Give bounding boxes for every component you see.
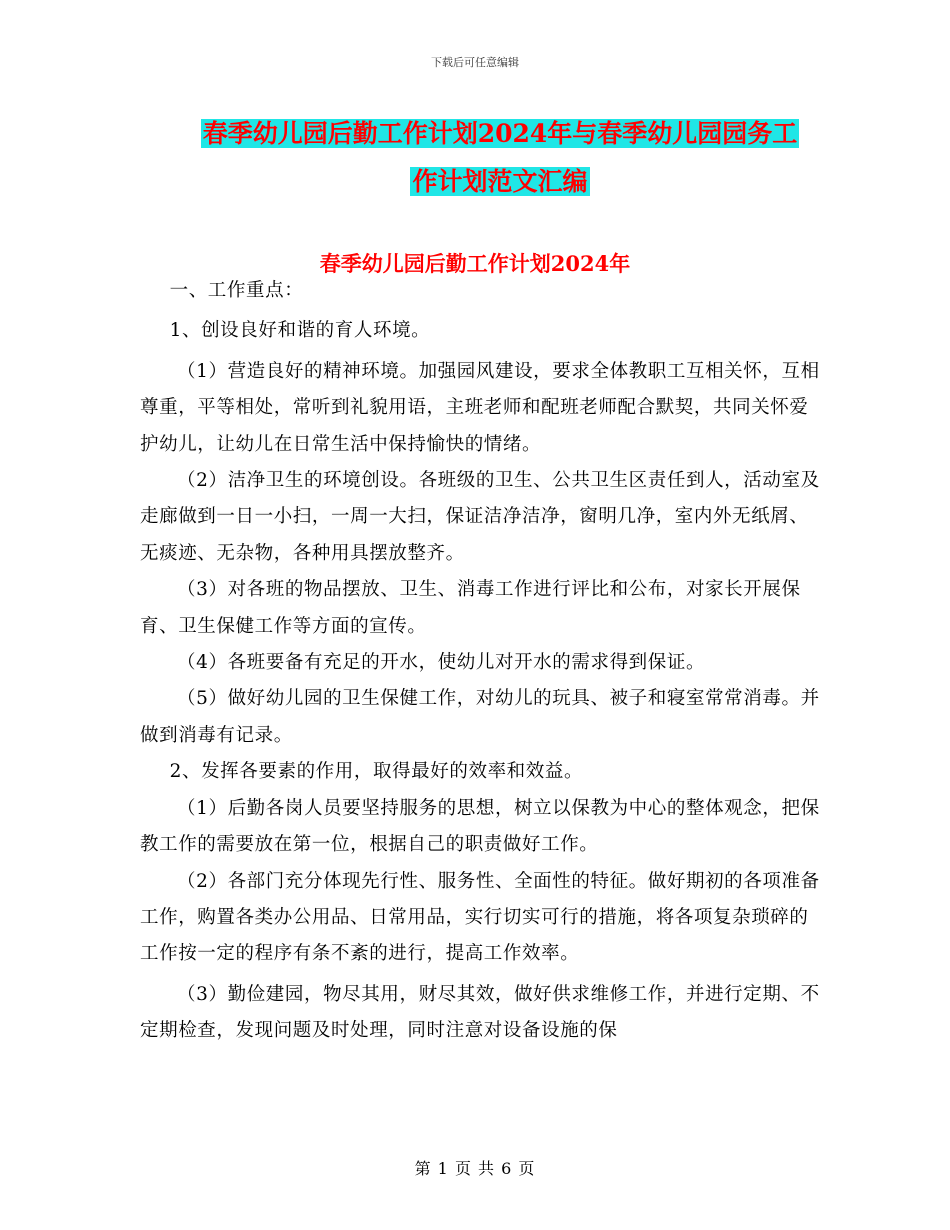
paragraph-subheading-2: 2、发挥各要素的作用，取得最好的效率和效益。 [169, 761, 584, 783]
page-footer: 第 1 页 共 6 页 [414, 1159, 536, 1178]
section-title: 春季幼儿园后勤工作计划2024年 [319, 251, 631, 276]
paragraph-heading-1: 一、工作重点： [169, 280, 304, 301]
paragraph: （2）各部门充分体现先行性、服务性、全面性的特征。做好期初的各项准备工作，购置各类办公用品、日常用品，实行切实可行的措施，将各项复杂琐碎的工作按一定的程序有条不紊的进行，提高工作效率。 [140, 870, 820, 965]
paragraph: （1）营造良好的精神环境。加强园风建设，要求全体教职工互相关怀，互相尊重，平等相处，常听到礼貌用语，主班老师和配班老师配合默契，共同关怀爱护幼儿，让幼儿在日常生活中保持愉快的情绪。 [140, 360, 820, 455]
paragraph-subheading-1: 1、创设良好和谐的育人环境。 [169, 320, 431, 342]
paragraph: （5）做好幼儿园的卫生保健工作，对幼儿的玩具、被子和寝室常常消毒。并做到消毒有记录。 [140, 688, 820, 746]
header-note: 下载后可任意编辑 [431, 56, 519, 69]
document-body [140, 273, 820, 1050]
document-title-line-2: 作计划范文汇编 [412, 167, 588, 196]
paragraph: （4）各班要备有充足的开水，使幼儿对开水的需求得到保证。 [177, 652, 706, 674]
paragraph: （3）勤俭建园，物尽其用，财尽其效，做好供求维修工作，并进行定期、不定期检查，发现问题及时处理，同时注意对设备设施的保 [140, 983, 820, 1042]
document-title-line-1: 春季幼儿园后勤工作计划2024年与春季幼儿园园务工 [202, 119, 798, 148]
paragraph: （2）洁净卫生的环境创设。各班级的卫生、公共卫生区责任到人，活动室及走廊做到一日一小扫，一周一大扫，保证洁净洁净，窗明几净，室内外无纸屑、无痰迹、无杂物，各种用具摆放整齐。 [140, 470, 820, 564]
paragraph: （1）后勤各岗人员要坚持服务的思想，树立以保教为中心的整体观念，把保教工作的需要放在第一位，根据自己的职责做好工作。 [140, 797, 820, 856]
paragraph: （3）对各班的物品摆放、卫生、消毒工作进行评比和公布，对家长开展保育、卫生保健工作等方面的宣传。 [140, 579, 801, 637]
document-title [140, 110, 860, 206]
